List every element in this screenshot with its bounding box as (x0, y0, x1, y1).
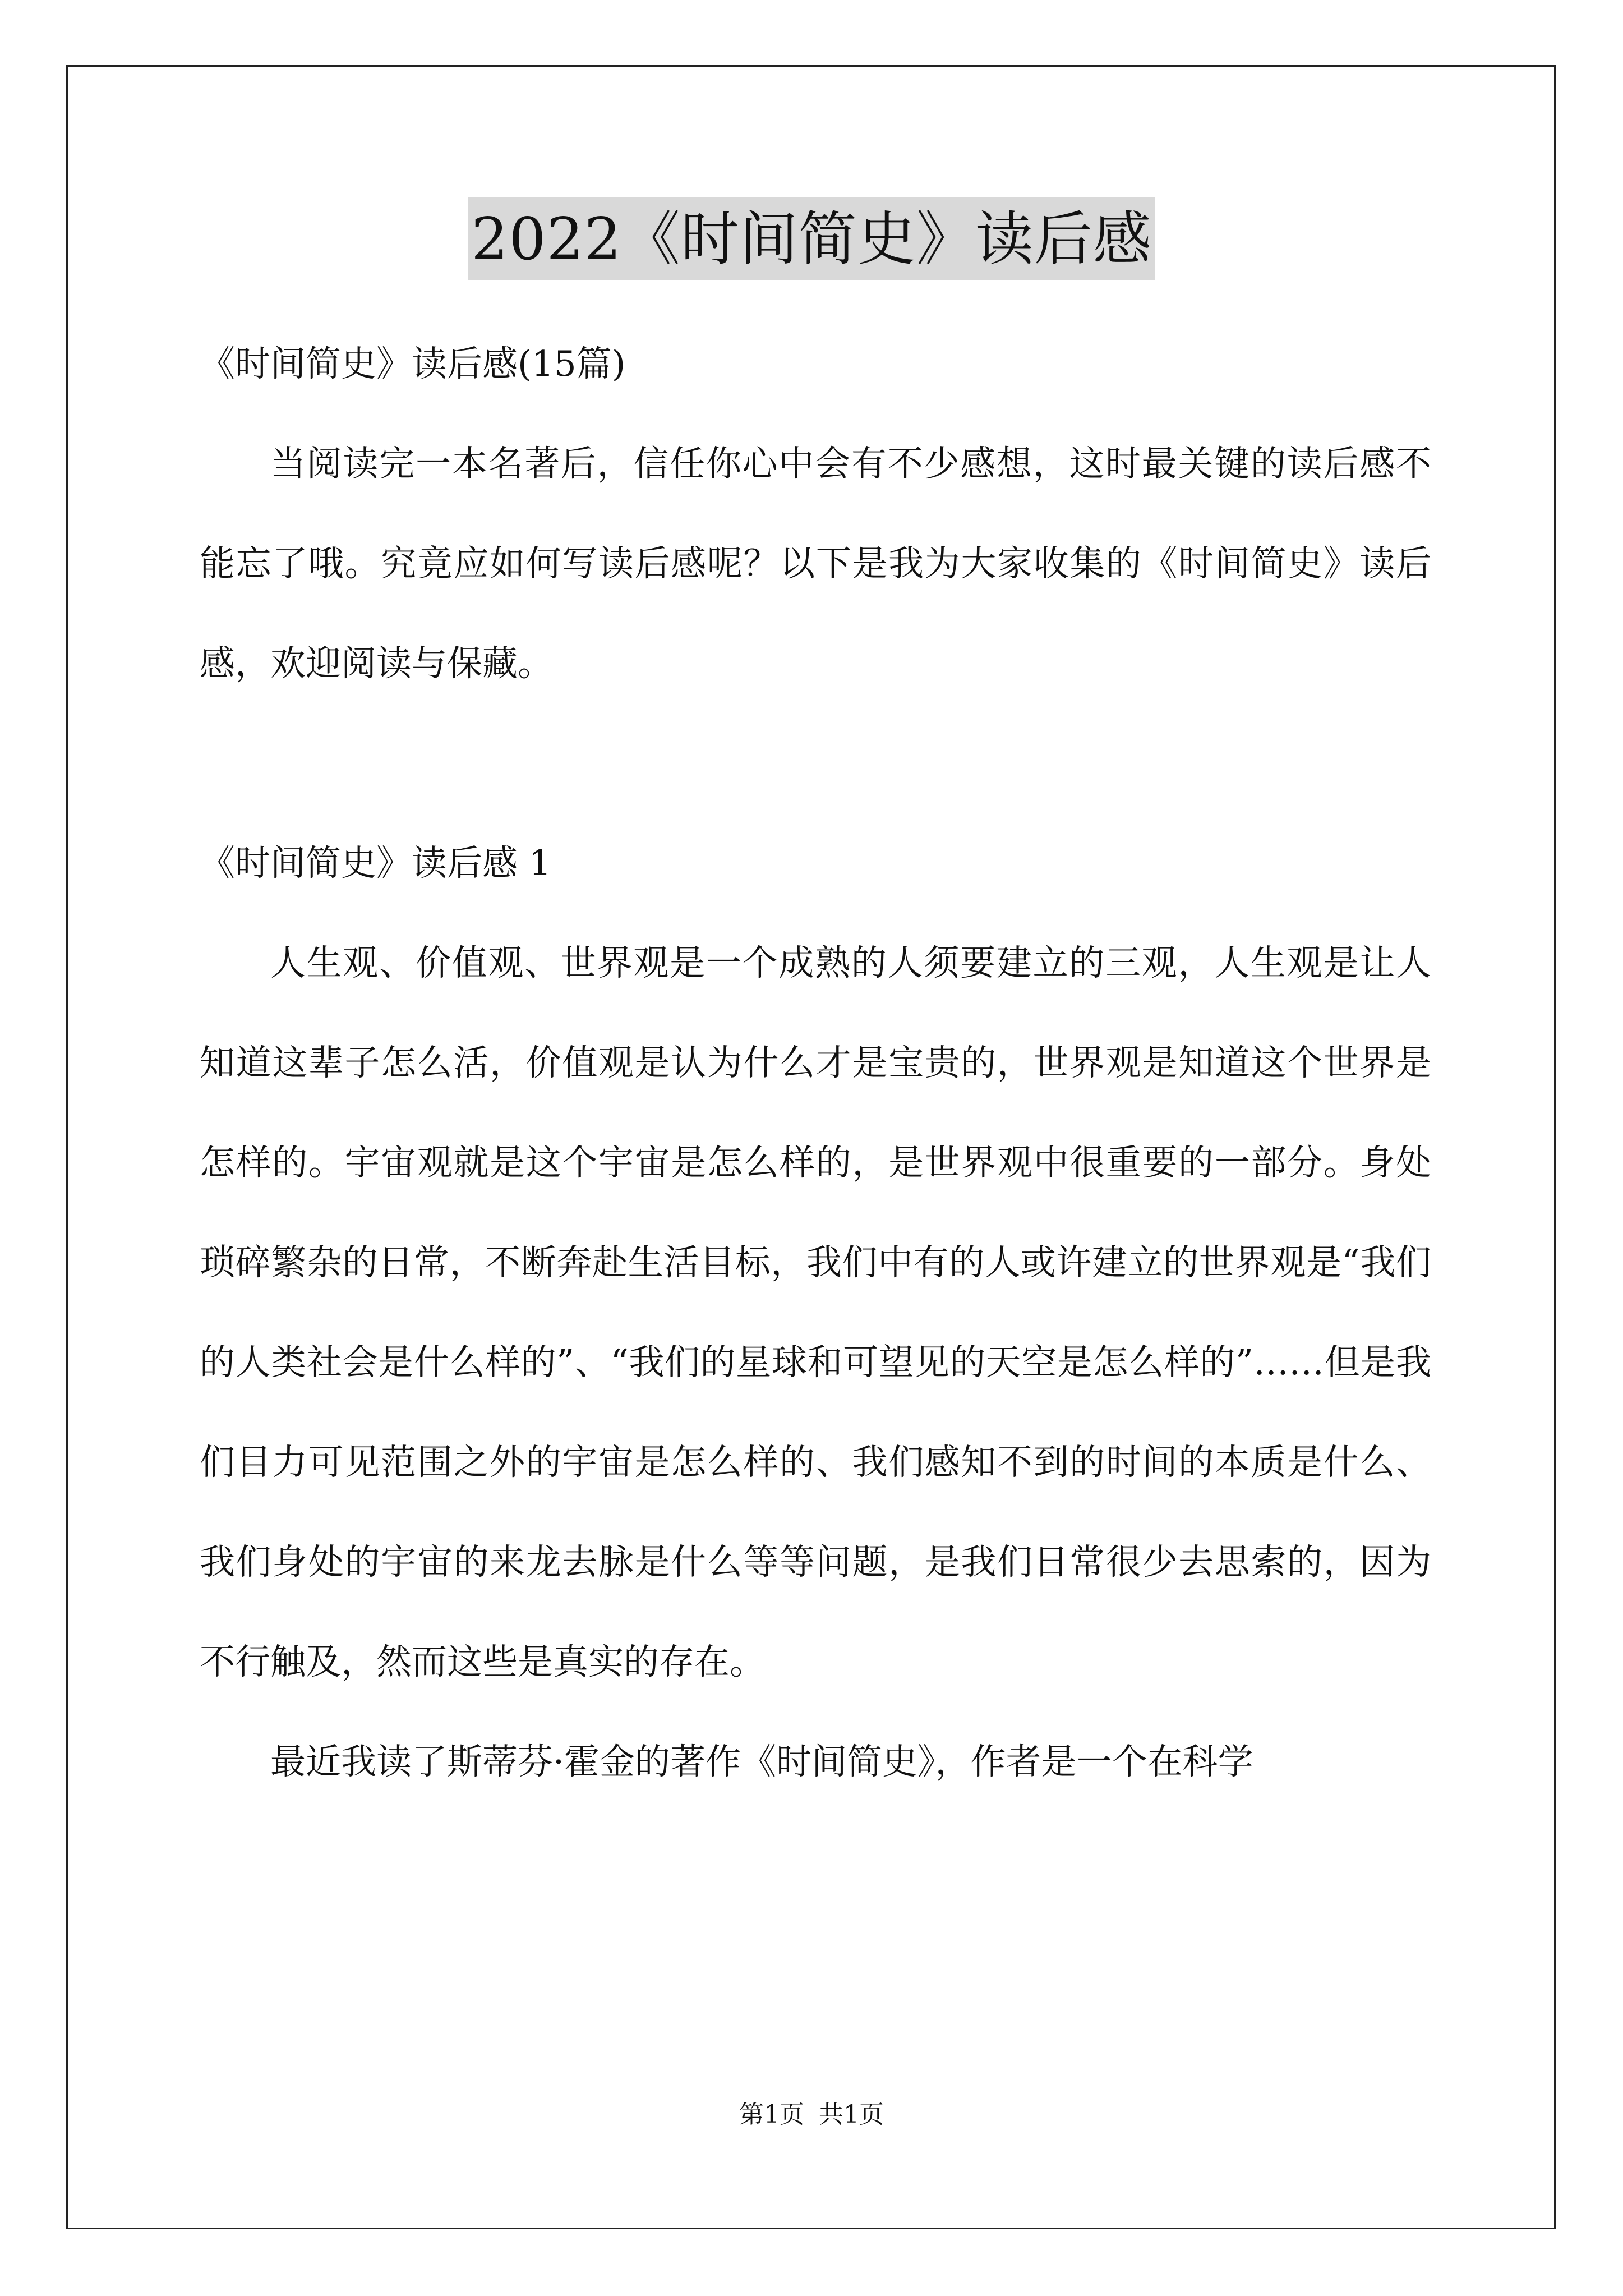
page-footer (0, 2098, 1623, 2132)
intro-paragraph: 当阅读完一本名著后，信任你心中会有不少感想，这时最关键的读后感不能忘了哦。究竟应如何写读后感呢？以下是我为大家收集的《时间简史》读后感，欢迎阅读与保藏。 (200, 443, 1431, 684)
page-number: 第1页 (739, 2100, 804, 2129)
paragraph-gap (200, 714, 1431, 813)
section-heading: 《时间简史》读后感 1 (200, 843, 552, 884)
body-paragraph-2: 最近我读了斯蒂芬·霍金的著作《时间简史》，作者是一个在科学 (270, 1741, 1253, 1782)
page-total: 共1页 (819, 2100, 884, 2129)
title-container (0, 197, 1623, 280)
body-paragraph-1: 人生观、价值观、世界观是一个成熟的人须要建立的三观，人生观是让人知道这辈子怎么活，价值观是认为什么才是宝贵的，世界观是知道这个世界是怎样的。宇宙观就是这个宇宙是怎么样的，是世界观中很重要的一部分。身处琐碎繁杂的日常，不断奔赴生活目标，我们中有的人或许建立的世界观是“我们的人类社会是什么样的”、“我们的星球和可望见的天空是怎么样的”……但是我们目力可见范围之外的宇宙是怎么样的、我们感知不到的时间的本质是什么、我们身处的宇宙的来龙去脉是什么等等问题，是我们日常很少去思索的，因为不行触及，然而这些是真实的存在。 (200, 942, 1431, 1682)
document-title: 2022《时间简史》读后感 (468, 197, 1155, 280)
document-body (200, 314, 1431, 1812)
document-subtitle: 《时间简史》读后感(15篇) (200, 343, 626, 384)
